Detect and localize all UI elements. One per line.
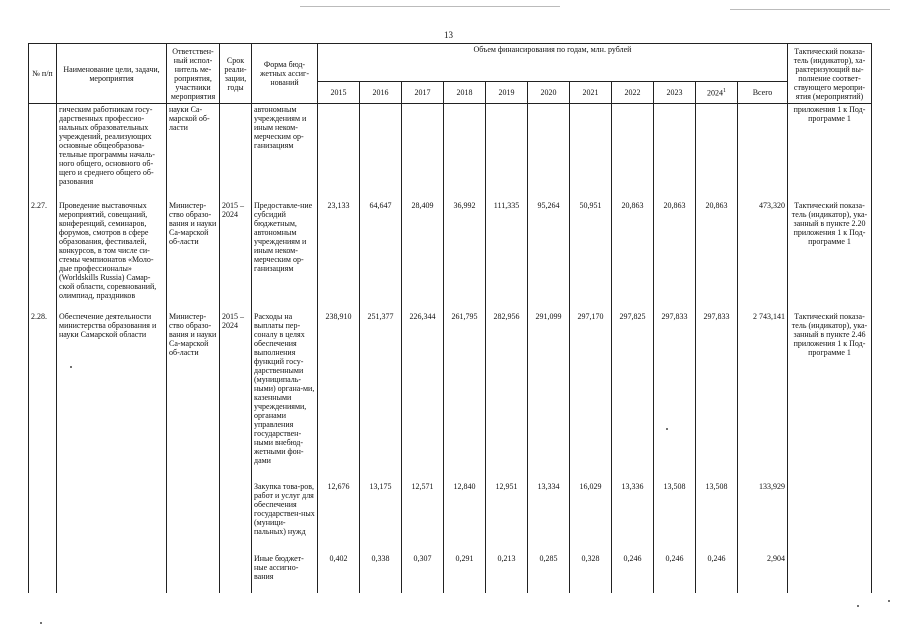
cell-total: 2 743,141 bbox=[738, 311, 788, 481]
scan-speck bbox=[70, 366, 72, 368]
cell-value: 20,863 bbox=[654, 200, 696, 311]
cell-term bbox=[220, 553, 252, 593]
cell-value bbox=[696, 104, 738, 200]
cell-value: 16,029 bbox=[570, 481, 612, 553]
cell-value: 23,133 bbox=[318, 200, 360, 311]
cell-value: 13,508 bbox=[654, 481, 696, 553]
cell-num bbox=[29, 553, 57, 593]
cell-value bbox=[528, 104, 570, 200]
cell-num: 2.28. bbox=[29, 311, 57, 481]
scan-edge-line bbox=[300, 6, 560, 7]
cell-value: 0,402 bbox=[318, 553, 360, 593]
cell-value: 0,246 bbox=[654, 553, 696, 593]
header-term: Срок реали-зации, годы bbox=[220, 44, 252, 104]
scan-speck bbox=[666, 428, 668, 430]
header-form: Форма бюд-жетных ассиг-нований bbox=[252, 44, 318, 104]
cell-value: 20,863 bbox=[612, 200, 654, 311]
cell-value: 0,285 bbox=[528, 553, 570, 593]
cell-value: 50,951 bbox=[570, 200, 612, 311]
cell-value: 226,344 bbox=[402, 311, 444, 481]
cell-value: 0,246 bbox=[696, 553, 738, 593]
cell-value: 36,992 bbox=[444, 200, 486, 311]
cell-value bbox=[444, 104, 486, 200]
cell-value: 251,377 bbox=[360, 311, 402, 481]
header-year: 2017 bbox=[402, 82, 444, 104]
cell-value: 13,334 bbox=[528, 481, 570, 553]
cell-total: 133,929 bbox=[738, 481, 788, 553]
cell-term bbox=[220, 104, 252, 200]
cell-value: 291,099 bbox=[528, 311, 570, 481]
cell-num: 2.27. bbox=[29, 200, 57, 311]
cell-responsible bbox=[167, 553, 220, 593]
cell-name: Обеспечение деятельности министерства образования и науки Самарской области bbox=[57, 311, 167, 481]
cell-value: 238,910 bbox=[318, 311, 360, 481]
header-total: Всего bbox=[738, 82, 788, 104]
cell-indicator bbox=[788, 481, 872, 553]
cell-form: Предоставле-ние субсидий бюджетным, автономным учреждениям и иным неком-мерческим ор-ганизациям bbox=[252, 200, 318, 311]
cell-total bbox=[738, 104, 788, 200]
header-year: 2016 bbox=[360, 82, 402, 104]
cell-num bbox=[29, 104, 57, 200]
cell-value: 0,338 bbox=[360, 553, 402, 593]
cell-name: гическим работникам госу-дарственных профессио-нальных образовательных учреждений, реализующих основные общеобразова-тельные программы началь-ного общего, основного об-щего и среднего общего об-разования bbox=[57, 104, 167, 200]
cell-num bbox=[29, 481, 57, 553]
cell-responsible: науки Са-марской об-ласти bbox=[167, 104, 220, 200]
cell-term: 2015 – 2024 bbox=[220, 311, 252, 481]
cell-value: 95,264 bbox=[528, 200, 570, 311]
cell-indicator: Тактический показа-тель (индикатор), ука-занный в пункте 2.20 приложения 1 к Под-программе 1 bbox=[788, 200, 872, 311]
header-indicator: Тактический показа-тель (индикатор), ха-рактеризующий вы-полнение соответ-ствующего меропри-ятия (мероприятий) bbox=[788, 44, 872, 104]
cell-value: 12,951 bbox=[486, 481, 528, 553]
cell-value bbox=[318, 104, 360, 200]
header-year: 2021 bbox=[570, 82, 612, 104]
cell-value bbox=[654, 104, 696, 200]
cell-name bbox=[57, 481, 167, 553]
cell-value: 28,409 bbox=[402, 200, 444, 311]
cell-value bbox=[612, 104, 654, 200]
scan-speck bbox=[888, 600, 890, 602]
cell-total: 2,904 bbox=[738, 553, 788, 593]
cell-value: 12,676 bbox=[318, 481, 360, 553]
cell-term: 2015 – 2024 bbox=[220, 200, 252, 311]
header-year bbox=[696, 82, 738, 104]
cell-indicator: приложения 1 к Под-программе 1 bbox=[788, 104, 872, 200]
cell-value: 12,571 bbox=[402, 481, 444, 553]
cell-value: 282,956 bbox=[486, 311, 528, 481]
cell-value: 297,833 bbox=[654, 311, 696, 481]
cell-responsible bbox=[167, 481, 220, 553]
header-responsible: Ответствен-ный испол-нитель ме-роприятия, участники мероприятия bbox=[167, 44, 220, 104]
cell-responsible: Министер-ство образо-вания и науки Са-марской об-ласти bbox=[167, 311, 220, 481]
cell-value bbox=[360, 104, 402, 200]
scan-speck bbox=[40, 622, 42, 624]
header-year: 2019 bbox=[486, 82, 528, 104]
cell-indicator: Тактический показа-тель (индикатор), ука-занный в пункте 2.46 приложения 1 к Под-программе 1 bbox=[788, 311, 872, 481]
header-year: 2020 bbox=[528, 82, 570, 104]
cell-value: 64,647 bbox=[360, 200, 402, 311]
header-year: 2018 bbox=[444, 82, 486, 104]
cell-value bbox=[486, 104, 528, 200]
cell-value bbox=[402, 104, 444, 200]
cell-value: 0,213 bbox=[486, 553, 528, 593]
cell-value: 13,175 bbox=[360, 481, 402, 553]
cell-value: 13,508 bbox=[696, 481, 738, 553]
cell-total: 473,320 bbox=[738, 200, 788, 311]
cell-term bbox=[220, 481, 252, 553]
header-name: Наименование цели, задачи, мероприятия bbox=[57, 44, 167, 104]
cell-value: 13,336 bbox=[612, 481, 654, 553]
cell-value: 297,170 bbox=[570, 311, 612, 481]
scan-speck bbox=[857, 605, 859, 607]
cell-name bbox=[57, 553, 167, 593]
header-year: 2015 bbox=[318, 82, 360, 104]
cell-value: 0,291 bbox=[444, 553, 486, 593]
header-year-2024: 2024 bbox=[707, 88, 723, 98]
cell-value: 297,833 bbox=[696, 311, 738, 481]
cell-value: 0,246 bbox=[612, 553, 654, 593]
cell-value: 20,863 bbox=[696, 200, 738, 311]
header-num: № п/п bbox=[29, 44, 57, 104]
cell-form: Расходы на выплаты пер-соналу в целях обеспечения выполнения функций госу-дарственными (муниципаль-ными) органа-ми, казенными учреждениями, органами управления государствен-ными внебюд-жетными фон-дами bbox=[252, 311, 318, 481]
header-funding: Объем финансирования по годам, млн. рублей bbox=[318, 44, 788, 82]
cell-indicator bbox=[788, 553, 872, 593]
funding-table bbox=[28, 43, 872, 593]
cell-value bbox=[570, 104, 612, 200]
table-body bbox=[29, 104, 872, 593]
footnote-mark: 1 bbox=[723, 88, 726, 95]
cell-value: 261,795 bbox=[444, 311, 486, 481]
cell-value: 111,335 bbox=[486, 200, 528, 311]
page-number: 13 bbox=[444, 30, 453, 40]
header-year: 2022 bbox=[612, 82, 654, 104]
cell-responsible: Министер-ство образо-вания и науки Са-марской об-ласти bbox=[167, 200, 220, 311]
scan-edge-line bbox=[730, 9, 890, 10]
cell-form: автономным учреждениям и иным неком-мерческим ор-ганизациям bbox=[252, 104, 318, 200]
cell-form: Иные бюджет-ные ассигно-вания bbox=[252, 553, 318, 593]
header-year: 2023 bbox=[654, 82, 696, 104]
cell-value: 12,840 bbox=[444, 481, 486, 553]
cell-form: Закупка това-ров, работ и услуг для обеспечения государствен-ных (муници-пальных) нужд bbox=[252, 481, 318, 553]
cell-value: 297,825 bbox=[612, 311, 654, 481]
cell-value: 0,328 bbox=[570, 553, 612, 593]
cell-value: 0,307 bbox=[402, 553, 444, 593]
cell-name: Проведение выставочных мероприятий, совещаний, конференций, семинаров, форумов, смотров в сфере образования, фестивалей, конкурсов, в том числе си-стемы чемпионатов «Моло-дые профессионалы» (Worldskills Russia) Самар-ской области, соревнований, олимпиад, праздников bbox=[57, 200, 167, 311]
